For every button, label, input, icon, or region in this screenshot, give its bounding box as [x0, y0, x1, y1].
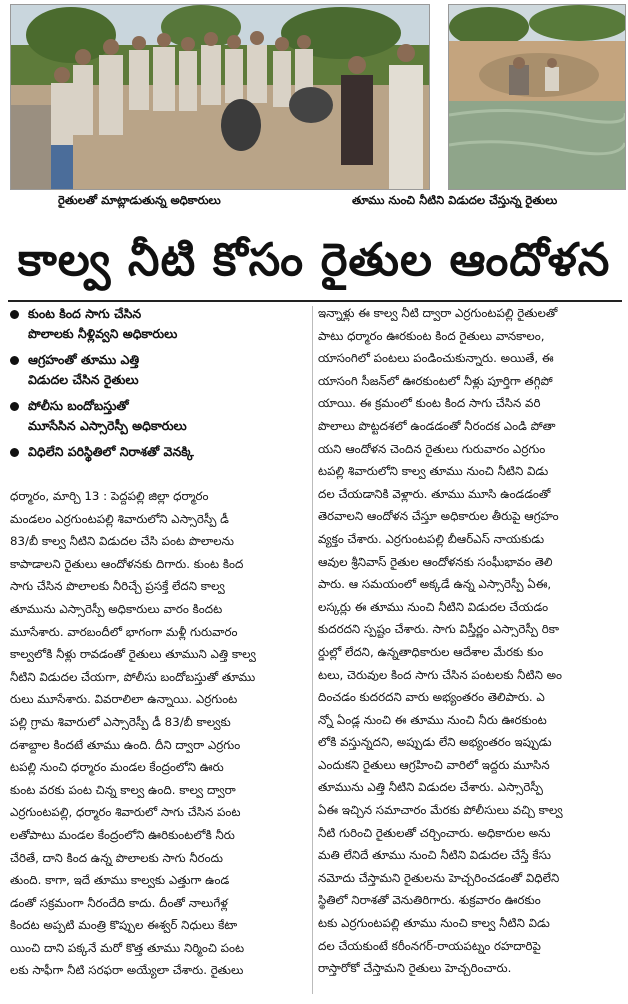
- article-line: యాసంగిలో పంటలు పండించుకున్నారు. అయితే, ఈ: [318, 351, 554, 366]
- article-line: నీటిని విడుదల చేయగా, పోలీసు బందోబస్తుతో తూము: [10, 669, 256, 684]
- article-line: ర్డుల్లో లేదని, ఉన్నతాధికారుల ఆదేశాల మేరకు కుం: [318, 644, 544, 659]
- highlight-item: [6, 396, 308, 436]
- article-line: లస్కర్లు ఈ తూము నుంచి నీటిని విడుదల చేయడం: [318, 599, 549, 614]
- article-headline: కాల్వ నీటి కోసం రైతుల ఆందోళన: [17, 233, 611, 286]
- article-line: తూమును ఎస్సారెస్పీ అధికారులు వారం కిందట: [10, 601, 223, 616]
- article-line: కాపాడాలని రైతులు ఆందోళనకు దిగారు. కుంట కింద: [10, 556, 244, 571]
- article-line: లకు సాఫీగా నీటి సరఫరా అయ్యేలా చేశారు. రైతులు: [10, 963, 244, 978]
- article-line: చేరితే, దాని కింద ఉన్న పొలాలకు సాగు నీరందు: [10, 850, 223, 865]
- photo-canal-illustration: [449, 5, 625, 189]
- column-divider: [312, 306, 313, 994]
- photo-farmers-releasing-water: [448, 4, 626, 190]
- article-line: ఎర్రగుంటపల్లి, ధర్మారం శివారులో సాగు చేసిన పంట: [10, 805, 241, 820]
- article-line: ఎందుకని రైతులు ఆగ్రహించి వారిలో ఇద్దరు మూసిన: [318, 757, 550, 772]
- article-line: నమోదు చేస్తామని రైతులను హెచ్చరించడంతో విధిలేని: [318, 870, 560, 885]
- article-column-right: [318, 302, 620, 980]
- article-line: టపల్లి నుంచి ధర్మారం మండల కేంద్రంలోని ఊరు: [10, 760, 224, 775]
- bullet-dot-icon: [10, 310, 19, 319]
- article-line: మతి లేనిదే తూము నుంచి నీటిని విడుదల చేస్తే కేసు: [318, 848, 551, 863]
- article-line: దశాబ్దాల కిందటే తూము ఉంది. దీని ద్వారా ఎర్రగుం: [10, 737, 241, 752]
- article-line: పాటు ధర్మారం ఊరకుంట కింద రైతులు వానకాలం,: [318, 328, 545, 343]
- article-line: దల చేయకుంటే కరీంనగర్-రాయపట్నం రహదారిపై: [318, 938, 541, 953]
- highlight-item: [6, 304, 308, 344]
- article-line: కాల్వలోకి నీళ్లు రావడంతో రైతులు తూముని ఎత్తి కాల్వ: [10, 647, 256, 662]
- article-line: టకు ఎర్రగుంటపల్లి తూము నుంచి కాల్వ నీటిని విడు: [318, 916, 550, 931]
- bullet-dot-icon: [10, 448, 19, 457]
- article-line: స్థితిలో నిరాశతో వెనుతిరిగారు. శుక్రవారం ఊరకుం: [318, 893, 541, 908]
- article-line: న్నో ఏండ్ల నుంచి ఈ తూము నుంచి నీరు ఊరకుంట: [318, 712, 547, 727]
- article-line: యాసంగి సీజన్‌లో ఊరకుంటలో నీళ్లు పూర్తిగా తగ్గిపో: [318, 373, 553, 388]
- article-line: కిందట అప్పటి మంత్రి కొప్పుల ఈశ్వర్ నిధులు కేటా: [10, 918, 238, 933]
- article-line: తెరవాలని ఆందోళన చేస్తూ అధికారుల తీరుపై ఆగ్రహం: [318, 509, 559, 524]
- photo-caption-left: రైతులతో మాట్లాడుతున్న అధికారులు: [58, 193, 221, 207]
- article-line: మూసేశారు. వారబందీలో భాగంగా మళ్లీ గురువారం: [10, 624, 238, 639]
- article-line: మండలం ఎర్రగుంటపల్లి శివారులోని ఎస్సారెస్పీ డీ: [10, 511, 229, 526]
- bullet-dot-icon: [10, 402, 19, 411]
- article-line: ధర్మారం, మార్చి 13 : పెద్దపల్లి జిల్లా ధర్మారం: [10, 489, 209, 503]
- article-line: టలు, చెరువుల కింద సాగు చేసిన పంటలకు నీటిని అం: [318, 667, 563, 682]
- article-line: యించి దాని పక్కనే మరో కొత్త తూము నిర్మించి పంట: [10, 940, 245, 955]
- highlight-line: పోలీసు బందోబస్తుతో: [28, 398, 129, 413]
- article-line: తుంది. కాగా, ఇదే తూము కాల్వకు ఎత్తుగా ఉండ: [10, 873, 230, 888]
- highlight-line: ఆగ్రహంతో తూము ఎత్తి: [28, 352, 140, 367]
- article-line: తూమును ఎత్తి నీటిని విడుదల చేశారు. ఎస్సారెస్పీ: [318, 780, 543, 795]
- article-line: దించడం కుదరదని వారు అభ్యంతరం తెలిపారు. ఎ: [318, 690, 545, 705]
- article-line: పల్లి గ్రామ శివారులో ఎస్సారెస్పీ డీ 83/బీ కాల్వకు: [10, 714, 231, 729]
- article-line: ఆవుల శ్రీనివాస్ రైతుల ఆందోళనకు సంఘీభావం తెలి: [318, 554, 553, 569]
- highlight-item: [6, 442, 308, 462]
- article-line: పారు. ఆ సమయంలో అక్కడే ఉన్న ఎస్సారెస్పీ ఏఈ,: [318, 577, 552, 592]
- article-line: కుంట వరకు పంట చిన్న కాల్వ ఉంది. కాల్వ ద్వారా: [10, 782, 236, 797]
- article-line: పొలాలు పొట్టదశలో ఉండడంతో నీరందక ఎండి పోతా: [318, 418, 556, 433]
- highlight-line: విధిలేని పరిస్థితిలో నిరాశతో వెనక్కి: [28, 444, 194, 459]
- article-line: డంతో సక్రమంగా నీరందేది కాదు. దీంతో నాలుగేళ్ల: [10, 895, 228, 910]
- article-line: లతోపాటు మండల కేంద్రంలోని ఊరికుంటలోకి నీరు: [10, 827, 235, 842]
- article-line: యాయి. ఈ క్రమంలో కుంట కింద సాగు చేసిన వరి: [318, 396, 541, 411]
- article-line: లోకి వస్తున్నదని, అప్పుడు లేని అభ్యంతరం ఇప్పుడు: [318, 735, 552, 750]
- photo-officials-with-farmers: [10, 4, 430, 190]
- article-line: దల చేయడానికి వెళ్లారు. తూము మూసి ఉండడంతో: [318, 486, 551, 501]
- article-line: వ్యక్తం చేశారు. ఎర్రగుంటపల్లి బీఆర్‌ఎస్ నాయకుడు: [318, 531, 545, 546]
- photo-caption-right: తూము నుంచి నీటిని విడుదల చేస్తున్న రైతులు: [352, 193, 558, 207]
- bullet-dot-icon: [10, 356, 19, 365]
- photo-officials-illustration: [11, 5, 429, 189]
- article-line: కుదరదని స్పష్టం చేశారు. సాగు విస్తీర్ణం ఎస్సారెస్పీ రికా: [318, 622, 559, 637]
- article-line: టపల్లి శివారులోని కాల్వ తూము నుంచి నీటిని విడు: [318, 464, 549, 479]
- highlight-line: విడుదల చేసిన రైతులు: [28, 372, 139, 387]
- highlight-line: పొలాలకు నీళ్లివ్వని అధికారులు: [28, 326, 178, 341]
- article-column-left: [10, 485, 306, 982]
- article-line: ఇన్నాళ్లు ఈ కాల్వ నీటి ద్వారా ఎర్రగుంటపల్లి రైతులతో: [318, 306, 558, 320]
- article-line: నీటి గురించి రైతులతో చర్చించారు. అధికారుల అను: [318, 825, 551, 840]
- article-line: 83/బీ కాల్వ నీటిని విడుదల చేసి పంట పొలాలను: [10, 534, 234, 549]
- highlight-item: [6, 350, 308, 390]
- highlight-line: కుంట కింద సాగు చేసిన: [28, 306, 142, 321]
- article-line: రులు మూసేశారు. వివరాలిలా ఉన్నాయి. ఎర్రగుంట: [10, 692, 238, 707]
- article-line: రాస్తారోకో చేస్తామని రైతులు హెచ్చరించారు.: [318, 961, 512, 976]
- article-line: యని ఆందోళన చెందిన రైతులు గురువారం ఎర్రగుం: [318, 441, 546, 456]
- highlights-list: [6, 304, 308, 468]
- article-line: సాగు చేసిన పొలాలకు నీరిచ్చే ప్రసక్తే లేదని కాల్వ: [10, 579, 225, 594]
- article-line: ఏఈ ఇచ్చిన సమాచారం మేరకు పోలీసులు వచ్చి కాల్వ: [318, 803, 563, 818]
- highlight-line: మూసేసిన ఎస్సారెస్పీ అధికారులు: [28, 418, 187, 433]
